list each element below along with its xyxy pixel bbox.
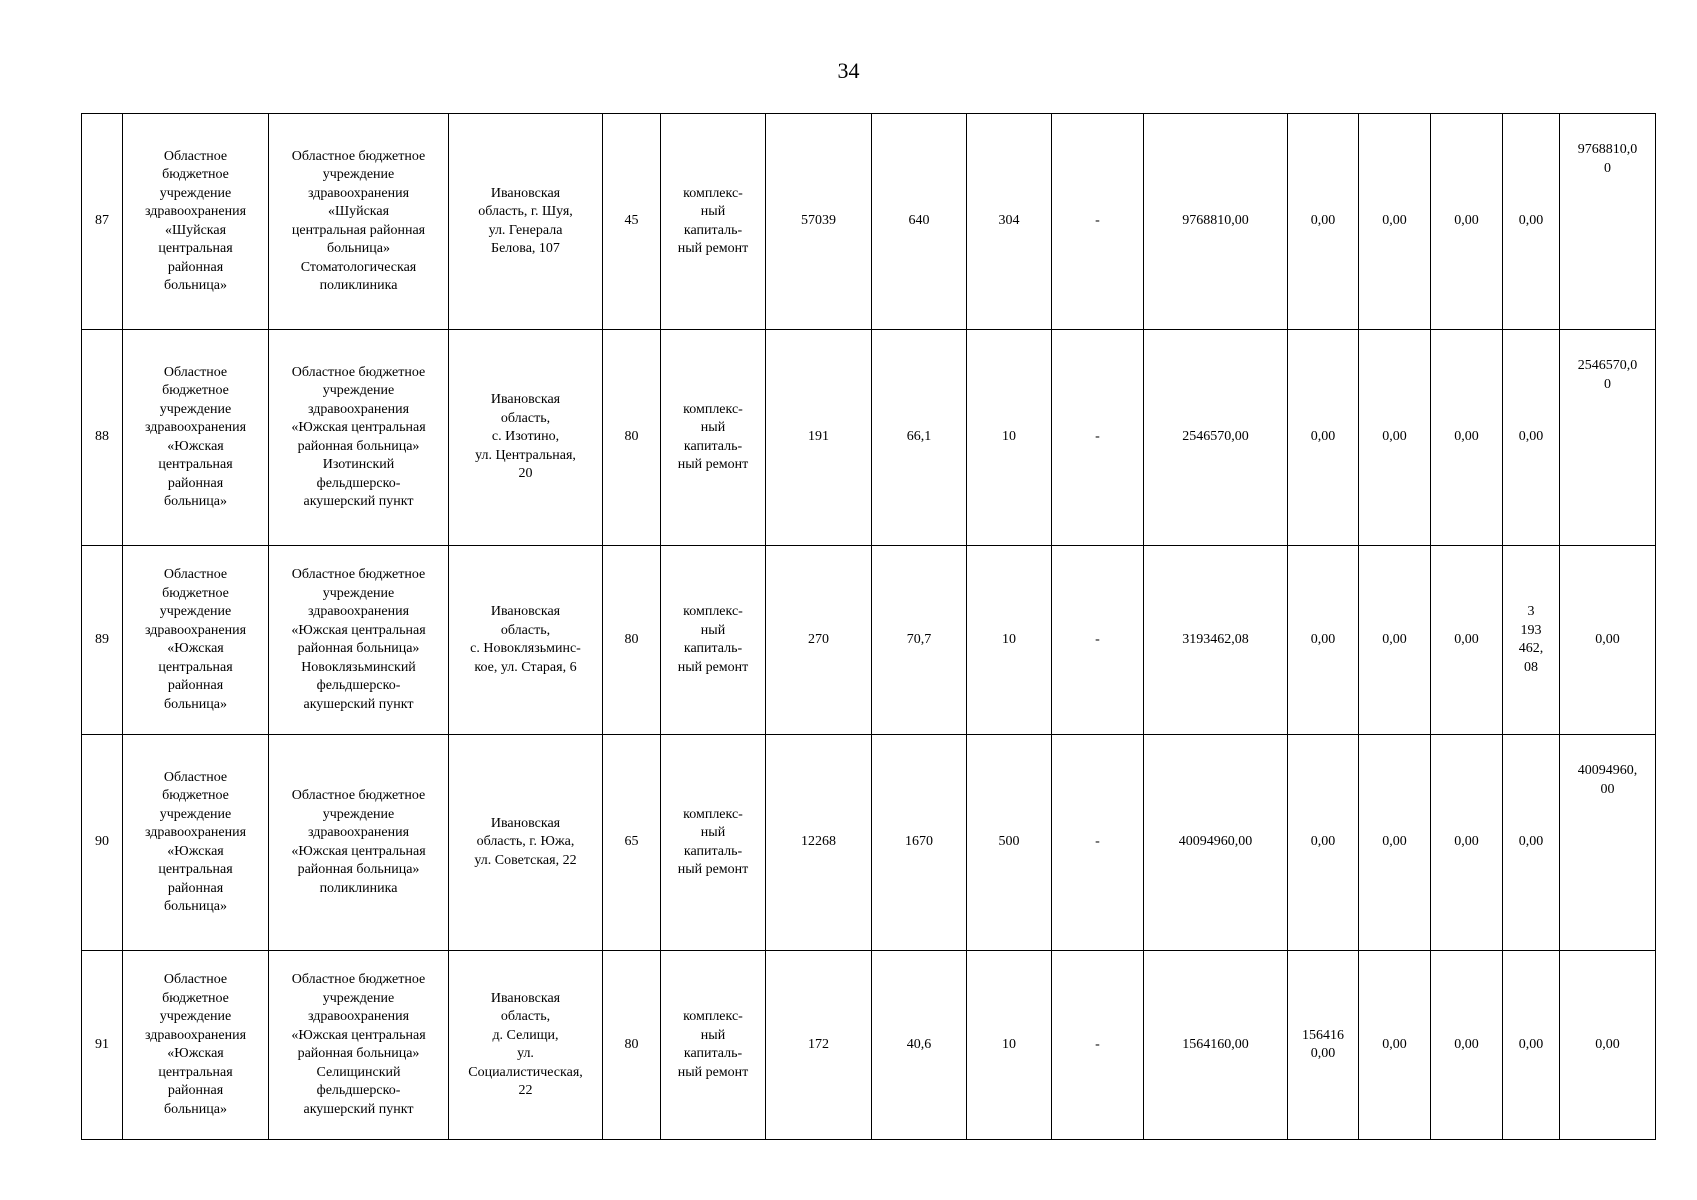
funding-cell-3: 0,00	[1431, 735, 1503, 951]
volume-cell: 12268	[766, 735, 872, 951]
area-cell: 66,1	[872, 330, 967, 546]
volume-cell: 57039	[766, 114, 872, 330]
dash-cell: -	[1052, 735, 1144, 951]
funding-cell-5: 0,00	[1560, 951, 1656, 1140]
area-cell: 40,6	[872, 951, 967, 1140]
object-name-cell: Областное бюджетное учреждение здравоохранения «Южская центральная районная больница» Селищинский фельдшерско- акушерский пункт	[269, 951, 449, 1140]
work-type-cell: комплекс- ный капиталь- ный ремонт	[661, 546, 766, 735]
wear-percent-cell: 80	[603, 546, 661, 735]
address-cell: Ивановская область, с. Новоклязьминс- кое, ул. Старая, 6	[449, 546, 603, 735]
area-cell: 1670	[872, 735, 967, 951]
capacity-cell: 304	[967, 114, 1052, 330]
funding-cell-1: 0,00	[1288, 330, 1359, 546]
address-cell: Ивановская область, с. Изотино, ул. Центральная, 20	[449, 330, 603, 546]
total-cost-cell: 3193462,08	[1144, 546, 1288, 735]
funding-cell-1: 0,00	[1288, 114, 1359, 330]
institution-cell: Областное бюджетное учреждение здравоохранения «Южская центральная районная больница»	[123, 951, 269, 1140]
table-row	[82, 546, 1656, 735]
funding-cell-5: 0,00	[1560, 546, 1656, 735]
object-name-cell: Областное бюджетное учреждение здравоохранения «Южская центральная районная больница» Изотинский фельдшерско- акушерский пункт	[269, 330, 449, 546]
capacity-cell: 10	[967, 330, 1052, 546]
funding-cell-1: 0,00	[1288, 735, 1359, 951]
work-type-cell: комплекс- ный капиталь- ный ремонт	[661, 735, 766, 951]
funding-cell-3: 0,00	[1431, 114, 1503, 330]
row-number-cell: 91	[82, 951, 123, 1140]
address-cell: Ивановская область, г. Шуя, ул. Генерала Белова, 107	[449, 114, 603, 330]
wear-percent-cell: 80	[603, 951, 661, 1140]
funding-cell-5: 2546570,0 0	[1560, 330, 1656, 546]
table-row	[82, 114, 1656, 330]
area-cell: 640	[872, 114, 967, 330]
table-row	[82, 330, 1656, 546]
total-cost-cell: 40094960,00	[1144, 735, 1288, 951]
wear-percent-cell: 65	[603, 735, 661, 951]
table-row	[82, 951, 1656, 1140]
funding-cell-3: 0,00	[1431, 951, 1503, 1140]
funding-cell-5: 9768810,0 0	[1560, 114, 1656, 330]
capital-repair-table	[81, 113, 1656, 1140]
dash-cell: -	[1052, 546, 1144, 735]
table-row	[82, 735, 1656, 951]
work-type-cell: комплекс- ный капиталь- ный ремонт	[661, 114, 766, 330]
total-cost-cell: 1564160,00	[1144, 951, 1288, 1140]
funding-cell-2: 0,00	[1359, 951, 1431, 1140]
funding-cell-4: 0,00	[1503, 735, 1560, 951]
funding-cell-1: 156416 0,00	[1288, 951, 1359, 1140]
funding-cell-2: 0,00	[1359, 735, 1431, 951]
wear-percent-cell: 45	[603, 114, 661, 330]
wear-percent-cell: 80	[603, 330, 661, 546]
address-cell: Ивановская область, д. Селищи, ул. Социалистическая, 22	[449, 951, 603, 1140]
dash-cell: -	[1052, 951, 1144, 1140]
funding-cell-2: 0,00	[1359, 546, 1431, 735]
object-name-cell: Областное бюджетное учреждение здравоохранения «Южская центральная районная больница» Новоклязьминский фельдшерско- акушерский пункт	[269, 546, 449, 735]
dash-cell: -	[1052, 330, 1144, 546]
funding-cell-4: 0,00	[1503, 951, 1560, 1140]
institution-cell: Областное бюджетное учреждение здравоохранения «Южская центральная районная больница»	[123, 330, 269, 546]
dash-cell: -	[1052, 114, 1144, 330]
funding-cell-4: 3 193 462, 08	[1503, 546, 1560, 735]
total-cost-cell: 2546570,00	[1144, 330, 1288, 546]
institution-cell: Областное бюджетное учреждение здравоохранения «Южская центральная районная больница»	[123, 546, 269, 735]
funding-cell-2: 0,00	[1359, 330, 1431, 546]
volume-cell: 191	[766, 330, 872, 546]
funding-cell-5: 40094960, 00	[1560, 735, 1656, 951]
institution-cell: Областное бюджетное учреждение здравоохранения «Южская центральная районная больница»	[123, 735, 269, 951]
row-number-cell: 89	[82, 546, 123, 735]
funding-cell-4: 0,00	[1503, 330, 1560, 546]
funding-cell-3: 0,00	[1431, 330, 1503, 546]
row-number-cell: 87	[82, 114, 123, 330]
capacity-cell: 10	[967, 546, 1052, 735]
funding-cell-3: 0,00	[1431, 546, 1503, 735]
funding-cell-4: 0,00	[1503, 114, 1560, 330]
funding-cell-1: 0,00	[1288, 546, 1359, 735]
area-cell: 70,7	[872, 546, 967, 735]
object-name-cell: Областное бюджетное учреждение здравоохранения «Шуйская центральная районная больница» Стоматологическая поликлиника	[269, 114, 449, 330]
volume-cell: 270	[766, 546, 872, 735]
row-number-cell: 88	[82, 330, 123, 546]
row-number-cell: 90	[82, 735, 123, 951]
capacity-cell: 500	[967, 735, 1052, 951]
funding-cell-2: 0,00	[1359, 114, 1431, 330]
institution-cell: Областное бюджетное учреждение здравоохранения «Шуйская центральная районная больница»	[123, 114, 269, 330]
address-cell: Ивановская область, г. Южа, ул. Советская, 22	[449, 735, 603, 951]
page-number: 34	[837, 58, 860, 83]
capacity-cell: 10	[967, 951, 1052, 1140]
work-type-cell: комплекс- ный капиталь- ный ремонт	[661, 330, 766, 546]
volume-cell: 172	[766, 951, 872, 1140]
total-cost-cell: 9768810,00	[1144, 114, 1288, 330]
object-name-cell: Областное бюджетное учреждение здравоохранения «Южская центральная районная больница» поликлиника	[269, 735, 449, 951]
work-type-cell: комплекс- ный капиталь- ный ремонт	[661, 951, 766, 1140]
